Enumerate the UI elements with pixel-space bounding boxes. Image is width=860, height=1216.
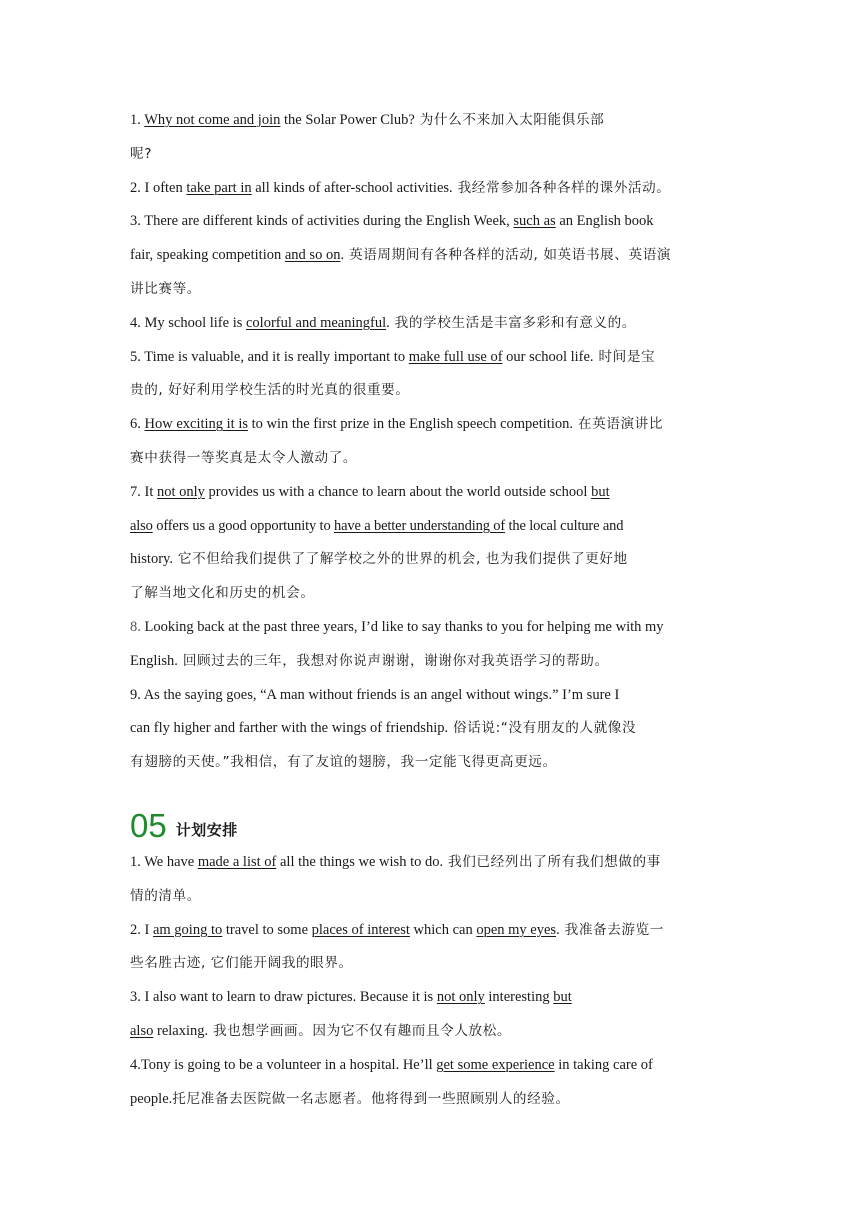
plan-sentence-3-line-2 — [130, 1015, 732, 1049]
text: offers us a good opportunity to — [152, 517, 335, 534]
key-phrase: such as — [513, 213, 556, 230]
sentence-7-line-2 — [130, 510, 732, 544]
key-phrase: How exciting it is — [144, 416, 249, 433]
key-phrase: open my eyes — [476, 921, 557, 938]
translation: 俗话说:“没有朋友的人就像没 — [448, 720, 637, 737]
translation: 我的学校生活是丰富多彩和有意义的。 — [389, 314, 636, 331]
text: can fly higher and farther with the wings of friendship. — [130, 720, 449, 737]
text: relaxing. — [153, 1022, 209, 1039]
plan-sentence-2-line-2 — [130, 947, 732, 981]
translation: 我们已经列出了所有我们想做的事 — [443, 853, 661, 870]
text: people. — [130, 1090, 173, 1107]
translation: 为什么不来加入太阳能俱乐部 — [414, 112, 605, 128]
translation: 赛中获得一等奖真是太令人激动了。 — [130, 449, 358, 466]
text: travel to some — [222, 921, 312, 938]
translation: 了解当地文化和历史的机会。 — [130, 585, 315, 602]
text: interesting — [484, 989, 554, 1006]
sentence-2-line-1 — [130, 172, 732, 206]
text: . — [340, 247, 345, 264]
sentence-1-line-2 — [130, 138, 732, 172]
translation: 情的清单。 — [130, 887, 201, 904]
text: . — [386, 314, 390, 331]
key-phrase: Why not come and join — [144, 112, 281, 128]
section-title: 计划安排 — [175, 820, 238, 839]
sentence-5-line-1 — [130, 341, 732, 375]
text: 2. I often — [130, 179, 187, 196]
sentence-6-line-2 — [130, 442, 732, 476]
item-number: 8. — [130, 618, 145, 635]
text: history. — [130, 551, 173, 568]
text: fair, speaking competition — [130, 247, 285, 264]
text: 2. I — [130, 921, 153, 938]
text: . — [556, 921, 560, 938]
text: 9. As the saying goes, “A man without friends is an angel without wings.” I’m sure I — [130, 686, 620, 703]
key-phrase: am going to — [152, 921, 223, 938]
text: the Solar Power Club? — [280, 112, 415, 128]
text: 3. I also want to learn to draw pictures. Because it is — [130, 989, 437, 1006]
translation: 我准备去游览一 — [559, 921, 664, 938]
section-heading — [130, 784, 732, 846]
translation: 贵的, 好好利用学校生活的时光真的很重要。 — [130, 382, 410, 399]
translation: 回顾过去的三年，我想对你说声谢谢，谢谢你对我英语学习的帮助。 — [177, 652, 609, 669]
text: in taking care of — [554, 1056, 653, 1073]
text: which can — [409, 921, 477, 938]
key-phrase: also — [130, 1022, 154, 1039]
text: 7. It — [130, 483, 157, 500]
key-phrase: places of interest — [311, 921, 410, 938]
text: to win the first prize in the English speech competition. — [248, 416, 573, 433]
translation: 讲比赛等。 — [130, 280, 201, 297]
text: an English book — [555, 213, 654, 230]
sentence-7-line-1 — [130, 476, 732, 510]
text: 6. — [130, 416, 145, 433]
text: 1. We have — [130, 853, 198, 870]
text: Looking back at the past three years, I’d like to say thanks to you for helping me with my — [144, 618, 664, 635]
translation: 呢? — [130, 145, 153, 162]
translation: 些名胜古迹, 它们能开阔我的眼界。 — [130, 955, 353, 972]
document-page — [130, 104, 732, 1116]
text: English. — [130, 652, 178, 669]
text: our school life. — [502, 348, 594, 365]
key-phrase: made a list of — [197, 853, 277, 870]
sentence-6-line-1 — [130, 408, 732, 442]
sentence-7-line-3 — [130, 543, 732, 577]
key-phrase: and so on — [284, 247, 341, 264]
text: 3. There are different kinds of activities during the English Week, — [130, 213, 514, 230]
text: the local culture and — [505, 517, 624, 534]
translation: 有翅膀的天使。”我相信，有了友谊的翅膀，我一定能飞得更高更远。 — [130, 754, 557, 771]
sentence-7-line-4 — [130, 577, 732, 611]
translation: 英语周期间有各种各样的活动, 如英语书展、英语演 — [344, 247, 672, 264]
plan-sentence-2-line-1 — [130, 914, 732, 948]
text: 5. Time is valuable, and it is really important to — [130, 348, 409, 365]
sentence-9-line-1 — [130, 679, 732, 713]
text: provides us with a chance to learn about the world outside school — [204, 483, 592, 500]
sentence-3-line-3 — [130, 273, 732, 307]
translation: 我经常参加各种各样的课外活动。 — [452, 179, 671, 196]
key-phrase: colorful and meaningful — [246, 314, 387, 331]
plan-sentence-4-line-2 — [130, 1083, 732, 1117]
sentence-3-line-2 — [130, 239, 732, 273]
key-phrase: make full use of — [408, 348, 503, 365]
text: 1. — [130, 112, 145, 128]
key-phrase: have a better understanding of — [334, 517, 506, 534]
key-phrase: also — [130, 517, 153, 534]
plan-sentence-3-line-1 — [130, 981, 732, 1015]
translation: 在英语演讲比 — [572, 416, 664, 433]
key-phrase: but — [553, 989, 572, 1006]
key-phrase: not only — [436, 989, 485, 1006]
translation: 时间是宝 — [593, 348, 656, 365]
text: all the things we wish to do. — [276, 853, 444, 870]
translation: 它不但给我们提供了了解学校之外的世界的机会, 也为我们提供了更好地 — [172, 551, 628, 568]
key-phrase: take part in — [186, 179, 252, 196]
text: 4.Tony is going to be a volunteer in a hospital. He’ll — [130, 1056, 437, 1073]
section-number: 05 — [130, 806, 167, 844]
sentence-8-line-2 — [130, 645, 732, 679]
key-phrase: not only — [156, 483, 205, 500]
translation: 托尼准备去医院做一名志愿者。他将得到一些照顾别人的经验。 — [172, 1090, 570, 1107]
sentence-4-line-1 — [130, 307, 732, 341]
sentence-5-line-2 — [130, 374, 732, 408]
plan-sentence-4-line-1 — [130, 1049, 732, 1083]
key-phrase: but — [591, 483, 610, 500]
translation: 我也想学画画。因为它不仅有趣而且令人放松。 — [208, 1022, 512, 1039]
sentence-8-line-1 — [130, 611, 732, 645]
plan-sentence-1-line-1 — [130, 846, 732, 880]
sentence-3-line-1 — [130, 205, 732, 239]
sentence-9-line-3 — [130, 746, 732, 780]
text: all kinds of after-school activities. — [251, 179, 453, 196]
sentence-9-line-2 — [130, 712, 732, 746]
sentence-1-line-1 — [130, 104, 732, 138]
text: 4. My school life is — [130, 314, 246, 331]
key-phrase: get some experience — [436, 1056, 555, 1073]
plan-sentence-1-line-2 — [130, 880, 732, 914]
